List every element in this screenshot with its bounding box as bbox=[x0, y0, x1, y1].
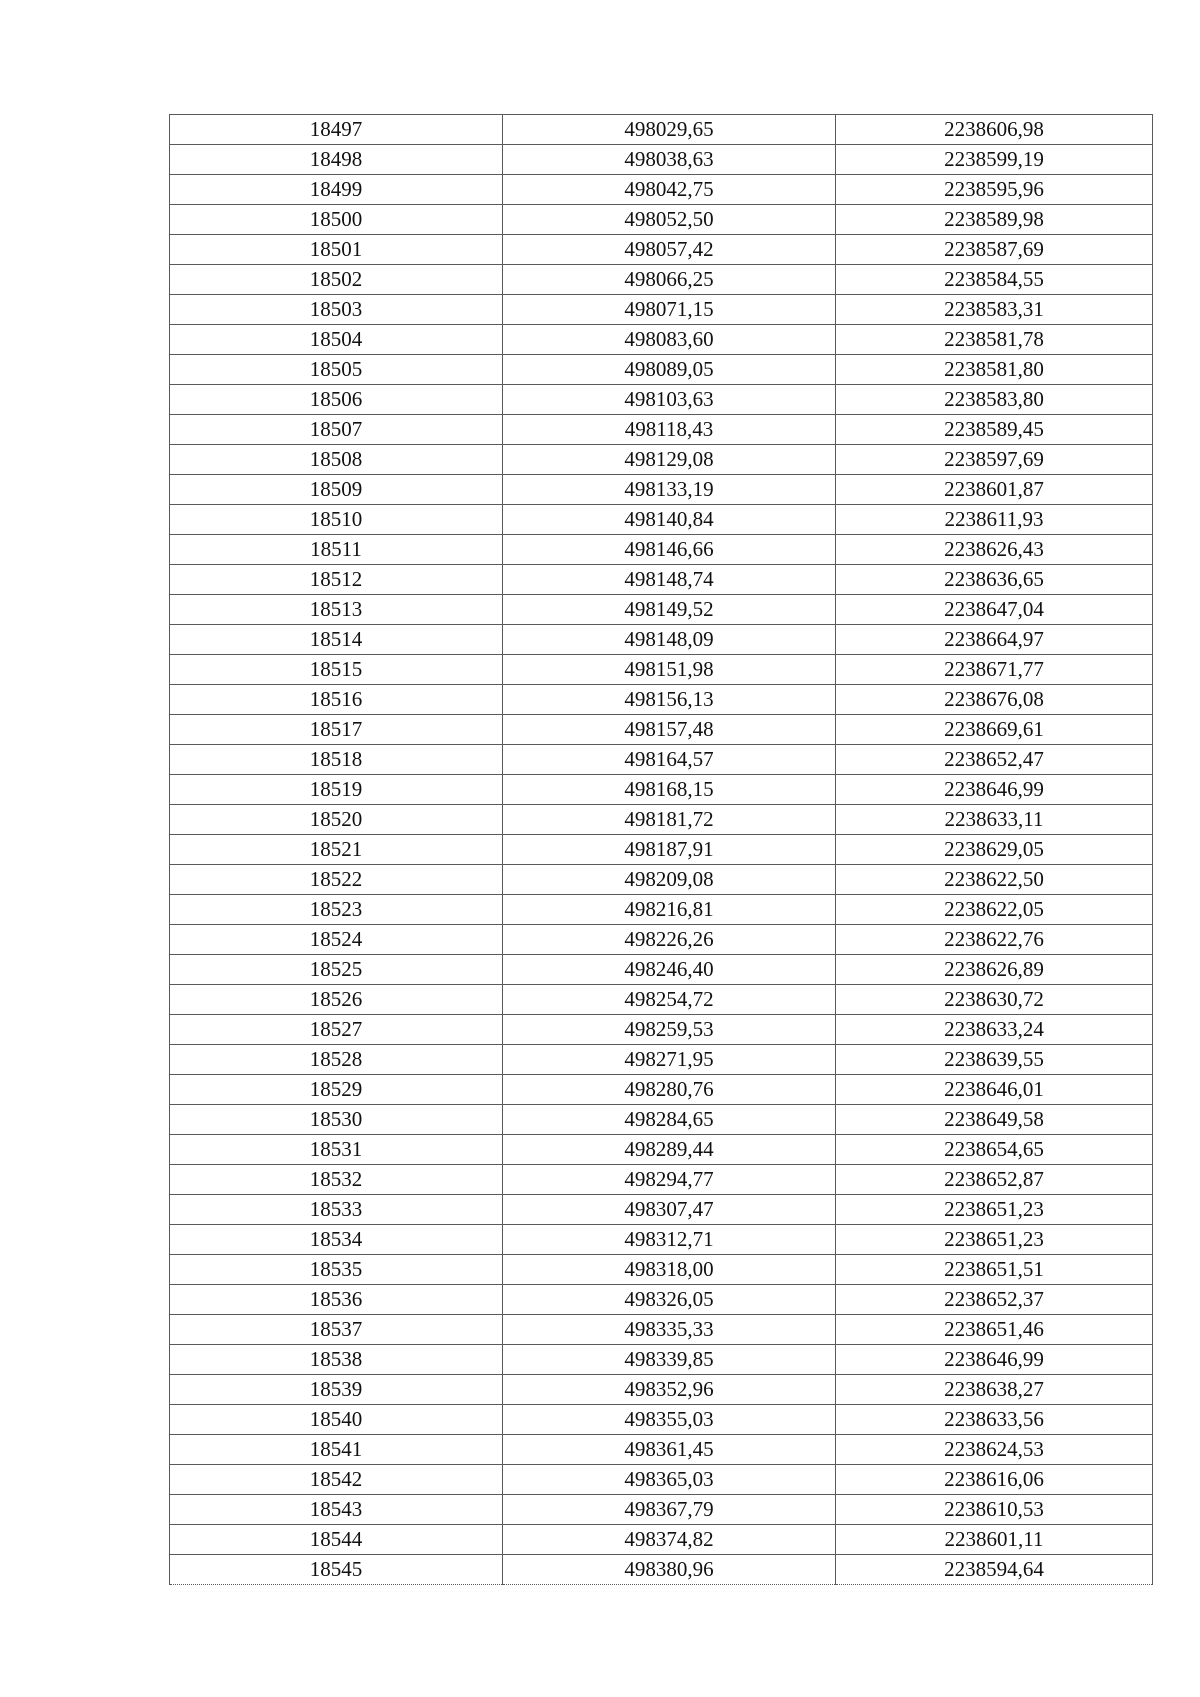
point-number-cell: 18538 bbox=[170, 1345, 503, 1375]
y-coordinate-cell: 2238646,99 bbox=[836, 1345, 1153, 1375]
point-number-cell: 18519 bbox=[170, 775, 503, 805]
x-coordinate-cell: 498246,40 bbox=[503, 955, 836, 985]
y-coordinate-cell: 2238654,65 bbox=[836, 1135, 1153, 1165]
y-coordinate-cell: 2238652,47 bbox=[836, 745, 1153, 775]
x-coordinate-cell: 498118,43 bbox=[503, 415, 836, 445]
y-coordinate-cell: 2238633,56 bbox=[836, 1405, 1153, 1435]
point-number-cell: 18498 bbox=[170, 145, 503, 175]
point-number-cell: 18507 bbox=[170, 415, 503, 445]
table-row bbox=[170, 385, 1153, 415]
table-row bbox=[170, 1255, 1153, 1285]
point-number-cell: 18526 bbox=[170, 985, 503, 1015]
x-coordinate-cell: 498271,95 bbox=[503, 1045, 836, 1075]
y-coordinate-cell: 2238616,06 bbox=[836, 1465, 1153, 1495]
point-number-cell: 18500 bbox=[170, 205, 503, 235]
table-row bbox=[170, 925, 1153, 955]
table-row bbox=[170, 295, 1153, 325]
table-row bbox=[170, 985, 1153, 1015]
y-coordinate-cell: 2238669,61 bbox=[836, 715, 1153, 745]
table-row bbox=[170, 1165, 1153, 1195]
point-number-cell: 18521 bbox=[170, 835, 503, 865]
table-row bbox=[170, 895, 1153, 925]
table-row bbox=[170, 805, 1153, 835]
y-coordinate-cell: 2238646,99 bbox=[836, 775, 1153, 805]
table-row bbox=[170, 1525, 1153, 1555]
point-number-cell: 18508 bbox=[170, 445, 503, 475]
table-row bbox=[170, 1045, 1153, 1075]
x-coordinate-cell: 498164,57 bbox=[503, 745, 836, 775]
table-row bbox=[170, 715, 1153, 745]
x-coordinate-cell: 498209,08 bbox=[503, 865, 836, 895]
point-number-cell: 18512 bbox=[170, 565, 503, 595]
point-number-cell: 18516 bbox=[170, 685, 503, 715]
y-coordinate-cell: 2238651,23 bbox=[836, 1225, 1153, 1255]
x-coordinate-cell: 498367,79 bbox=[503, 1495, 836, 1525]
y-coordinate-cell: 2238626,89 bbox=[836, 955, 1153, 985]
x-coordinate-cell: 498284,65 bbox=[503, 1105, 836, 1135]
y-coordinate-cell: 2238584,55 bbox=[836, 265, 1153, 295]
point-number-cell: 18513 bbox=[170, 595, 503, 625]
table-row bbox=[170, 1195, 1153, 1225]
x-coordinate-cell: 498156,13 bbox=[503, 685, 836, 715]
y-coordinate-cell: 2238597,69 bbox=[836, 445, 1153, 475]
x-coordinate-cell: 498052,50 bbox=[503, 205, 836, 235]
table-row bbox=[170, 1135, 1153, 1165]
point-number-cell: 18537 bbox=[170, 1315, 503, 1345]
x-coordinate-cell: 498146,66 bbox=[503, 535, 836, 565]
x-coordinate-cell: 498312,71 bbox=[503, 1225, 836, 1255]
point-number-cell: 18543 bbox=[170, 1495, 503, 1525]
point-number-cell: 18525 bbox=[170, 955, 503, 985]
table-row bbox=[170, 1285, 1153, 1315]
y-coordinate-cell: 2238651,23 bbox=[836, 1195, 1153, 1225]
point-number-cell: 18529 bbox=[170, 1075, 503, 1105]
point-number-cell: 18501 bbox=[170, 235, 503, 265]
point-number-cell: 18542 bbox=[170, 1465, 503, 1495]
table-row bbox=[170, 835, 1153, 865]
x-coordinate-cell: 498042,75 bbox=[503, 175, 836, 205]
table-row bbox=[170, 1315, 1153, 1345]
x-coordinate-cell: 498148,74 bbox=[503, 565, 836, 595]
point-number-cell: 18518 bbox=[170, 745, 503, 775]
y-coordinate-cell: 2238589,45 bbox=[836, 415, 1153, 445]
table-row bbox=[170, 325, 1153, 355]
point-number-cell: 18544 bbox=[170, 1525, 503, 1555]
point-number-cell: 18497 bbox=[170, 115, 503, 145]
x-coordinate-cell: 498187,91 bbox=[503, 835, 836, 865]
table-row bbox=[170, 445, 1153, 475]
point-number-cell: 18504 bbox=[170, 325, 503, 355]
table-row bbox=[170, 505, 1153, 535]
table-row bbox=[170, 565, 1153, 595]
y-coordinate-cell: 2238646,01 bbox=[836, 1075, 1153, 1105]
coordinates-table bbox=[169, 114, 1153, 1585]
x-coordinate-cell: 498335,33 bbox=[503, 1315, 836, 1345]
y-coordinate-cell: 2238633,24 bbox=[836, 1015, 1153, 1045]
y-coordinate-cell: 2238622,50 bbox=[836, 865, 1153, 895]
table-row bbox=[170, 1075, 1153, 1105]
y-coordinate-cell: 2238664,97 bbox=[836, 625, 1153, 655]
point-number-cell: 18541 bbox=[170, 1435, 503, 1465]
table-row bbox=[170, 145, 1153, 175]
x-coordinate-cell: 498133,19 bbox=[503, 475, 836, 505]
y-coordinate-cell: 2238594,64 bbox=[836, 1555, 1153, 1585]
point-number-cell: 18503 bbox=[170, 295, 503, 325]
x-coordinate-cell: 498318,00 bbox=[503, 1255, 836, 1285]
x-coordinate-cell: 498226,26 bbox=[503, 925, 836, 955]
y-coordinate-cell: 2238652,87 bbox=[836, 1165, 1153, 1195]
table-row bbox=[170, 415, 1153, 445]
x-coordinate-cell: 498294,77 bbox=[503, 1165, 836, 1195]
y-coordinate-cell: 2238671,77 bbox=[836, 655, 1153, 685]
x-coordinate-cell: 498148,09 bbox=[503, 625, 836, 655]
y-coordinate-cell: 2238639,55 bbox=[836, 1045, 1153, 1075]
y-coordinate-cell: 2238601,87 bbox=[836, 475, 1153, 505]
point-number-cell: 18514 bbox=[170, 625, 503, 655]
table-row bbox=[170, 475, 1153, 505]
y-coordinate-cell: 2238587,69 bbox=[836, 235, 1153, 265]
x-coordinate-cell: 498057,42 bbox=[503, 235, 836, 265]
x-coordinate-cell: 498216,81 bbox=[503, 895, 836, 925]
coordinates-table-body bbox=[170, 115, 1153, 1585]
table-row bbox=[170, 655, 1153, 685]
x-coordinate-cell: 498157,48 bbox=[503, 715, 836, 745]
x-coordinate-cell: 498129,08 bbox=[503, 445, 836, 475]
point-number-cell: 18502 bbox=[170, 265, 503, 295]
x-coordinate-cell: 498083,60 bbox=[503, 325, 836, 355]
table-row bbox=[170, 1405, 1153, 1435]
x-coordinate-cell: 498151,98 bbox=[503, 655, 836, 685]
x-coordinate-cell: 498365,03 bbox=[503, 1465, 836, 1495]
point-number-cell: 18530 bbox=[170, 1105, 503, 1135]
point-number-cell: 18499 bbox=[170, 175, 503, 205]
table-row bbox=[170, 625, 1153, 655]
y-coordinate-cell: 2238638,27 bbox=[836, 1375, 1153, 1405]
x-coordinate-cell: 498181,72 bbox=[503, 805, 836, 835]
x-coordinate-cell: 498380,96 bbox=[503, 1555, 836, 1585]
y-coordinate-cell: 2238647,04 bbox=[836, 595, 1153, 625]
point-number-cell: 18539 bbox=[170, 1375, 503, 1405]
y-coordinate-cell: 2238629,05 bbox=[836, 835, 1153, 865]
y-coordinate-cell: 2238595,96 bbox=[836, 175, 1153, 205]
x-coordinate-cell: 498355,03 bbox=[503, 1405, 836, 1435]
table-row bbox=[170, 1435, 1153, 1465]
y-coordinate-cell: 2238636,65 bbox=[836, 565, 1153, 595]
table-row bbox=[170, 205, 1153, 235]
table-row bbox=[170, 1015, 1153, 1045]
table-row bbox=[170, 1225, 1153, 1255]
y-coordinate-cell: 2238633,11 bbox=[836, 805, 1153, 835]
point-number-cell: 18531 bbox=[170, 1135, 503, 1165]
y-coordinate-cell: 2238624,53 bbox=[836, 1435, 1153, 1465]
table-row bbox=[170, 955, 1153, 985]
y-coordinate-cell: 2238676,08 bbox=[836, 685, 1153, 715]
y-coordinate-cell: 2238583,80 bbox=[836, 385, 1153, 415]
point-number-cell: 18510 bbox=[170, 505, 503, 535]
table-row bbox=[170, 775, 1153, 805]
point-number-cell: 18522 bbox=[170, 865, 503, 895]
table-row bbox=[170, 535, 1153, 565]
y-coordinate-cell: 2238651,46 bbox=[836, 1315, 1153, 1345]
point-number-cell: 18517 bbox=[170, 715, 503, 745]
y-coordinate-cell: 2238601,11 bbox=[836, 1525, 1153, 1555]
point-number-cell: 18532 bbox=[170, 1165, 503, 1195]
y-coordinate-cell: 2238611,93 bbox=[836, 505, 1153, 535]
table-row bbox=[170, 1345, 1153, 1375]
y-coordinate-cell: 2238583,31 bbox=[836, 295, 1153, 325]
x-coordinate-cell: 498149,52 bbox=[503, 595, 836, 625]
y-coordinate-cell: 2238626,43 bbox=[836, 535, 1153, 565]
table-row bbox=[170, 595, 1153, 625]
point-number-cell: 18533 bbox=[170, 1195, 503, 1225]
point-number-cell: 18509 bbox=[170, 475, 503, 505]
y-coordinate-cell: 2238606,98 bbox=[836, 115, 1153, 145]
point-number-cell: 18520 bbox=[170, 805, 503, 835]
point-number-cell: 18545 bbox=[170, 1555, 503, 1585]
x-coordinate-cell: 498071,15 bbox=[503, 295, 836, 325]
point-number-cell: 18540 bbox=[170, 1405, 503, 1435]
point-number-cell: 18523 bbox=[170, 895, 503, 925]
y-coordinate-cell: 2238610,53 bbox=[836, 1495, 1153, 1525]
x-coordinate-cell: 498374,82 bbox=[503, 1525, 836, 1555]
x-coordinate-cell: 498103,63 bbox=[503, 385, 836, 415]
x-coordinate-cell: 498289,44 bbox=[503, 1135, 836, 1165]
x-coordinate-cell: 498280,76 bbox=[503, 1075, 836, 1105]
table-row bbox=[170, 355, 1153, 385]
x-coordinate-cell: 498254,72 bbox=[503, 985, 836, 1015]
table-row bbox=[170, 1105, 1153, 1135]
table-row bbox=[170, 865, 1153, 895]
table-row bbox=[170, 1465, 1153, 1495]
table-row bbox=[170, 1375, 1153, 1405]
y-coordinate-cell: 2238630,72 bbox=[836, 985, 1153, 1015]
x-coordinate-cell: 498140,84 bbox=[503, 505, 836, 535]
x-coordinate-cell: 498339,85 bbox=[503, 1345, 836, 1375]
x-coordinate-cell: 498066,25 bbox=[503, 265, 836, 295]
point-number-cell: 18535 bbox=[170, 1255, 503, 1285]
point-number-cell: 18505 bbox=[170, 355, 503, 385]
y-coordinate-cell: 2238652,37 bbox=[836, 1285, 1153, 1315]
point-number-cell: 18511 bbox=[170, 535, 503, 565]
y-coordinate-cell: 2238651,51 bbox=[836, 1255, 1153, 1285]
x-coordinate-cell: 498326,05 bbox=[503, 1285, 836, 1315]
x-coordinate-cell: 498029,65 bbox=[503, 115, 836, 145]
y-coordinate-cell: 2238622,76 bbox=[836, 925, 1153, 955]
point-number-cell: 18534 bbox=[170, 1225, 503, 1255]
x-coordinate-cell: 498307,47 bbox=[503, 1195, 836, 1225]
point-number-cell: 18536 bbox=[170, 1285, 503, 1315]
table-row bbox=[170, 1495, 1153, 1525]
point-number-cell: 18515 bbox=[170, 655, 503, 685]
table-row bbox=[170, 265, 1153, 295]
table-row bbox=[170, 175, 1153, 205]
table-row bbox=[170, 1555, 1153, 1585]
point-number-cell: 18527 bbox=[170, 1015, 503, 1045]
x-coordinate-cell: 498168,15 bbox=[503, 775, 836, 805]
y-coordinate-cell: 2238581,78 bbox=[836, 325, 1153, 355]
y-coordinate-cell: 2238589,98 bbox=[836, 205, 1153, 235]
x-coordinate-cell: 498259,53 bbox=[503, 1015, 836, 1045]
table-row bbox=[170, 115, 1153, 145]
y-coordinate-cell: 2238581,80 bbox=[836, 355, 1153, 385]
point-number-cell: 18506 bbox=[170, 385, 503, 415]
x-coordinate-cell: 498038,63 bbox=[503, 145, 836, 175]
x-coordinate-cell: 498361,45 bbox=[503, 1435, 836, 1465]
table-row bbox=[170, 685, 1153, 715]
y-coordinate-cell: 2238622,05 bbox=[836, 895, 1153, 925]
x-coordinate-cell: 498089,05 bbox=[503, 355, 836, 385]
y-coordinate-cell: 2238649,58 bbox=[836, 1105, 1153, 1135]
x-coordinate-cell: 498352,96 bbox=[503, 1375, 836, 1405]
y-coordinate-cell: 2238599,19 bbox=[836, 145, 1153, 175]
table-row bbox=[170, 745, 1153, 775]
table-row bbox=[170, 235, 1153, 265]
point-number-cell: 18528 bbox=[170, 1045, 503, 1075]
point-number-cell: 18524 bbox=[170, 925, 503, 955]
